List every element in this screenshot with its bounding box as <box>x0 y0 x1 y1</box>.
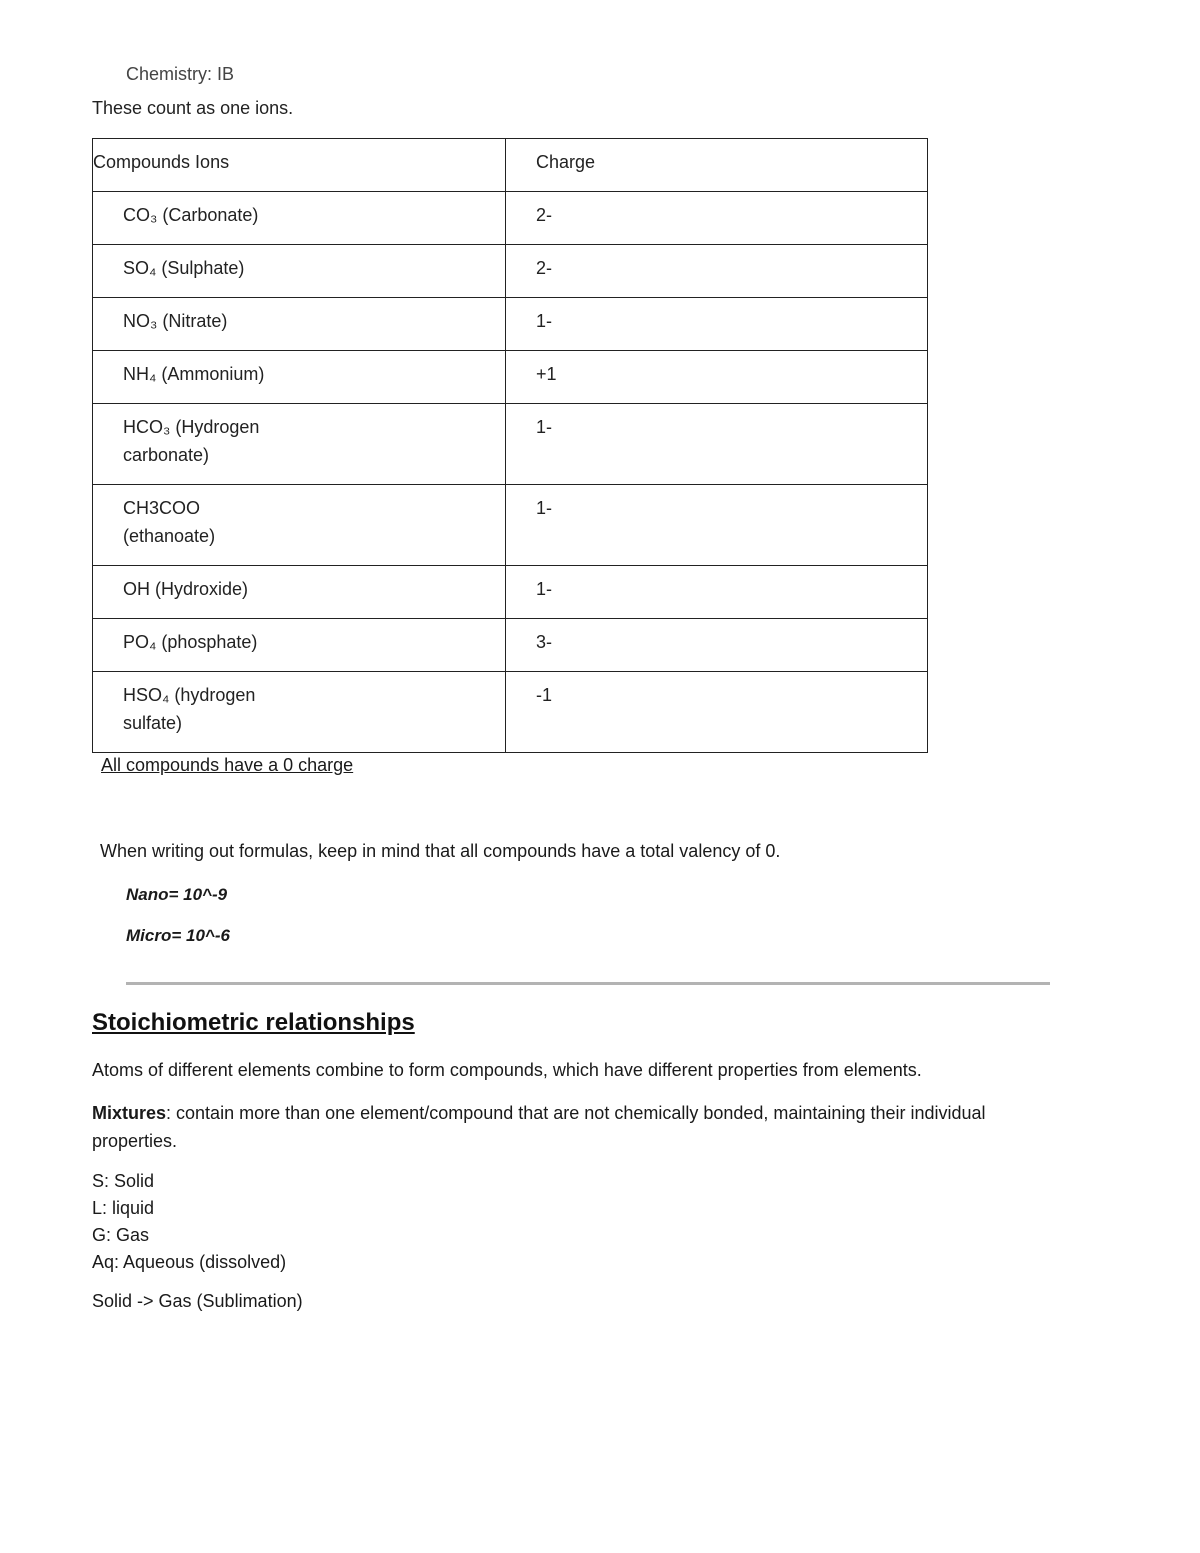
all-compounds-note: All compounds have a 0 charge <box>101 755 354 775</box>
ion-charge: 1- <box>506 404 928 485</box>
state-item: L: liquid <box>92 1198 155 1218</box>
ion-charge: 1- <box>506 485 928 566</box>
table-row <box>93 619 928 672</box>
ion-charge: -1 <box>506 672 928 753</box>
nano-prefix: Nano= 10^-9 <box>126 885 228 904</box>
micro-prefix: Micro= 10^-6 <box>126 926 230 945</box>
ions-table <box>92 138 928 753</box>
table-row <box>93 485 928 566</box>
ion-charge: 2- <box>506 192 928 245</box>
ion-charge: 3- <box>506 619 928 672</box>
ion-charge: 1- <box>506 566 928 619</box>
ion-charge: +1 <box>506 351 928 404</box>
ion-name: NO₃ (Nitrate) <box>93 298 506 351</box>
mixtures-text: : contain more than one element/compound that are not chemically bonded, maintaining their individual properties. <box>92 1103 986 1151</box>
table-row <box>93 566 928 619</box>
ion-charge: 1- <box>506 298 928 351</box>
table-row <box>93 351 928 404</box>
section-heading: Stoichiometric relationships <box>92 1009 415 1036</box>
table-row <box>93 192 928 245</box>
horizontal-divider <box>126 982 1050 985</box>
ion-name-text: HSO₄ (hydrogen sulfate) <box>123 685 256 733</box>
ion-name-text: CH3COO (ethanoate) <box>123 498 216 546</box>
atoms-paragraph: Atoms of different elements combine to form compounds, which have different properties from elements. <box>92 1060 922 1080</box>
ion-name: OH (Hydroxide) <box>93 566 506 619</box>
ion-name-text: HCO₃ (Hydrogen carbonate) <box>123 417 260 465</box>
ion-name <box>93 672 506 753</box>
table-row <box>93 245 928 298</box>
table-row <box>93 404 928 485</box>
ion-name: NH₄ (Ammonium) <box>93 351 506 404</box>
table-header-charge: Charge <box>506 139 928 192</box>
states-list <box>92 1168 286 1276</box>
ion-name: CO₃ (Carbonate) <box>93 192 506 245</box>
table-header-row <box>93 139 928 192</box>
table-row <box>93 672 928 753</box>
table-header-compounds: Compounds Ions <box>93 139 506 192</box>
state-item: Aq: Aqueous (dissolved) <box>92 1252 287 1272</box>
ion-charge: 2- <box>506 245 928 298</box>
state-item: G: Gas <box>92 1225 150 1245</box>
document-header-title: Chemistry: IB <box>126 64 235 84</box>
mixtures-paragraph <box>92 1099 1052 1155</box>
intro-text: These count as one ions. <box>92 98 294 118</box>
table-row <box>93 298 928 351</box>
state-item: S: Solid <box>92 1171 155 1191</box>
mixtures-label: Mixtures <box>92 1103 167 1123</box>
ion-name: PO₄ (phosphate) <box>93 619 506 672</box>
ion-name <box>93 485 506 566</box>
ion-name <box>93 404 506 485</box>
valency-note: When writing out formulas, keep in mind that all compounds have a total valency of 0. <box>100 841 781 861</box>
ion-name: SO₄ (Sulphate) <box>93 245 506 298</box>
sublimation-note: Solid -> Gas (Sublimation) <box>92 1291 303 1311</box>
